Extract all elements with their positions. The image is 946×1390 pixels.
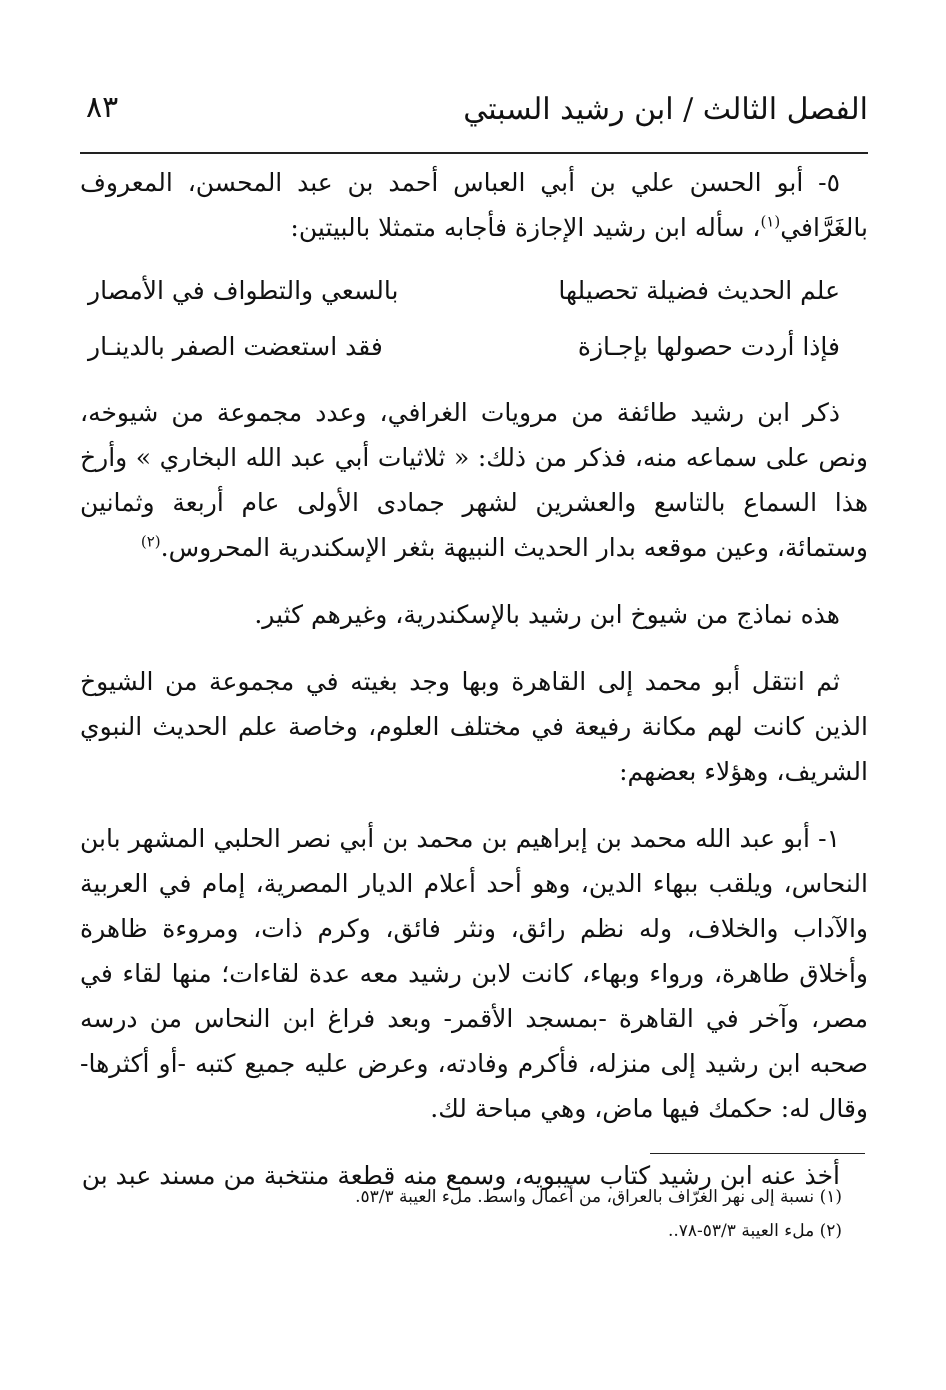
running-header [80, 86, 868, 154]
verse-first-hemistich: فإذا أردت حصولها بإجـازة [577, 331, 840, 361]
verse-line-1 [80, 262, 868, 318]
chapter-title: الفصل الثالث / ابن رشيد السبتي [463, 92, 868, 127]
verse-second-hemistich: فقد استعضت الصفر بالدينـار [88, 331, 383, 361]
footnote-1: (١) نسبة إلى نهر الغرّاف بالعراق، من أعمال واسط. ملء العيبة ٥٣/٣. [355, 1187, 842, 1207]
paragraph-scholar-1: ١- أبو عبد الله محمد بن إبراهيم بن محمد بن أبي نصر الحلبي المشهر بابن النحاس، ويلقب ببهاء الدين، وهو أحد أعلام الديار المصرية، إمام في العربية والآداب والخلاف، وله نظم رائق، ونثر فائق، وكرم ذات، ومروءة ظاهرة وأخلاق طاهرة، ورواء وبهاء، كانت لابن رشيد معه عدة لقاءات؛ منها لقاء في مصر، وآخر في القاهرة -بمسجد الأقمر- وبعد فراغ ابن النحاس من درسه صحبه ابن رشيد إلى منزله، فأكرم وفادته، وعرض عليه جميع كتبه -أو أكثرها- وقال له: حكمك فيها ماض، وهي مباحة لك. [80, 824, 868, 1123]
paragraph-text: ٥- أبو الحسن علي بن أبي العباس أحمد بن عبد المحسن، المعروف بالغَرَّافي [80, 168, 868, 242]
footnote-2: (٢) ملء العيبة ٥٣/٣-٧٨.. [667, 1221, 842, 1241]
main-text [80, 160, 868, 1198]
paragraph-text: ، سأله ابن رشيد الإجازة فأجابه متمثلا بالبيتين: [290, 213, 761, 242]
footnotes [80, 1180, 842, 1248]
paragraph-cairo: ثم انتقل أبو محمد إلى القاهرة وبها وجد بغيته في مجموعة من الشيوخ الذين كانت لهم مكانة رفيعة في مختلف العلوم، وخاصة علم الحديث النبوي الشريف، وهؤلاء بعضهم: [80, 667, 868, 786]
verse-first-hemistich: علم الحديث فضيلة تحصيلها [558, 275, 840, 305]
paragraph-text: ذكر ابن رشيد طائفة من مرويات الغرافي، وعدد مجموعة من شيوخه، ونص على سماعه منه، فذكر من ذلك: « ثلاثيات أبي عبد الله البخاري » وأرخ هذا السماع بالتاسع والعشرين لشهر جمادى الأولى عام أربعة وثمانين وستمائة، وعين موقعه بدار الحديث النبيهة بثغر الإسكندرية المحروس. [80, 398, 868, 562]
page-number: ٨٣ [86, 90, 119, 125]
footnote-separator [650, 1153, 865, 1154]
verse-line-2 [80, 318, 868, 374]
poem-verses [80, 262, 868, 374]
paragraph-summary: هذه نماذج من شيوخ ابن رشيد بالإسكندرية، وغيرهم كثير. [254, 600, 840, 629]
footnote-ref-2: (٢) [140, 532, 161, 551]
footnote-ref-1: (١) [760, 212, 781, 231]
paragraph-gharrafi-narrations [80, 390, 868, 570]
verse-second-hemistich: بالسعي والتطواف في الأمصار [88, 275, 399, 305]
paragraph-sibawayh: أخذ عنه ابن رشيد كتاب سيبويه، وسمع منه قطعة منتخبة من مسند عبد بن [81, 1161, 840, 1190]
paragraph-scholar-5 [80, 160, 868, 250]
